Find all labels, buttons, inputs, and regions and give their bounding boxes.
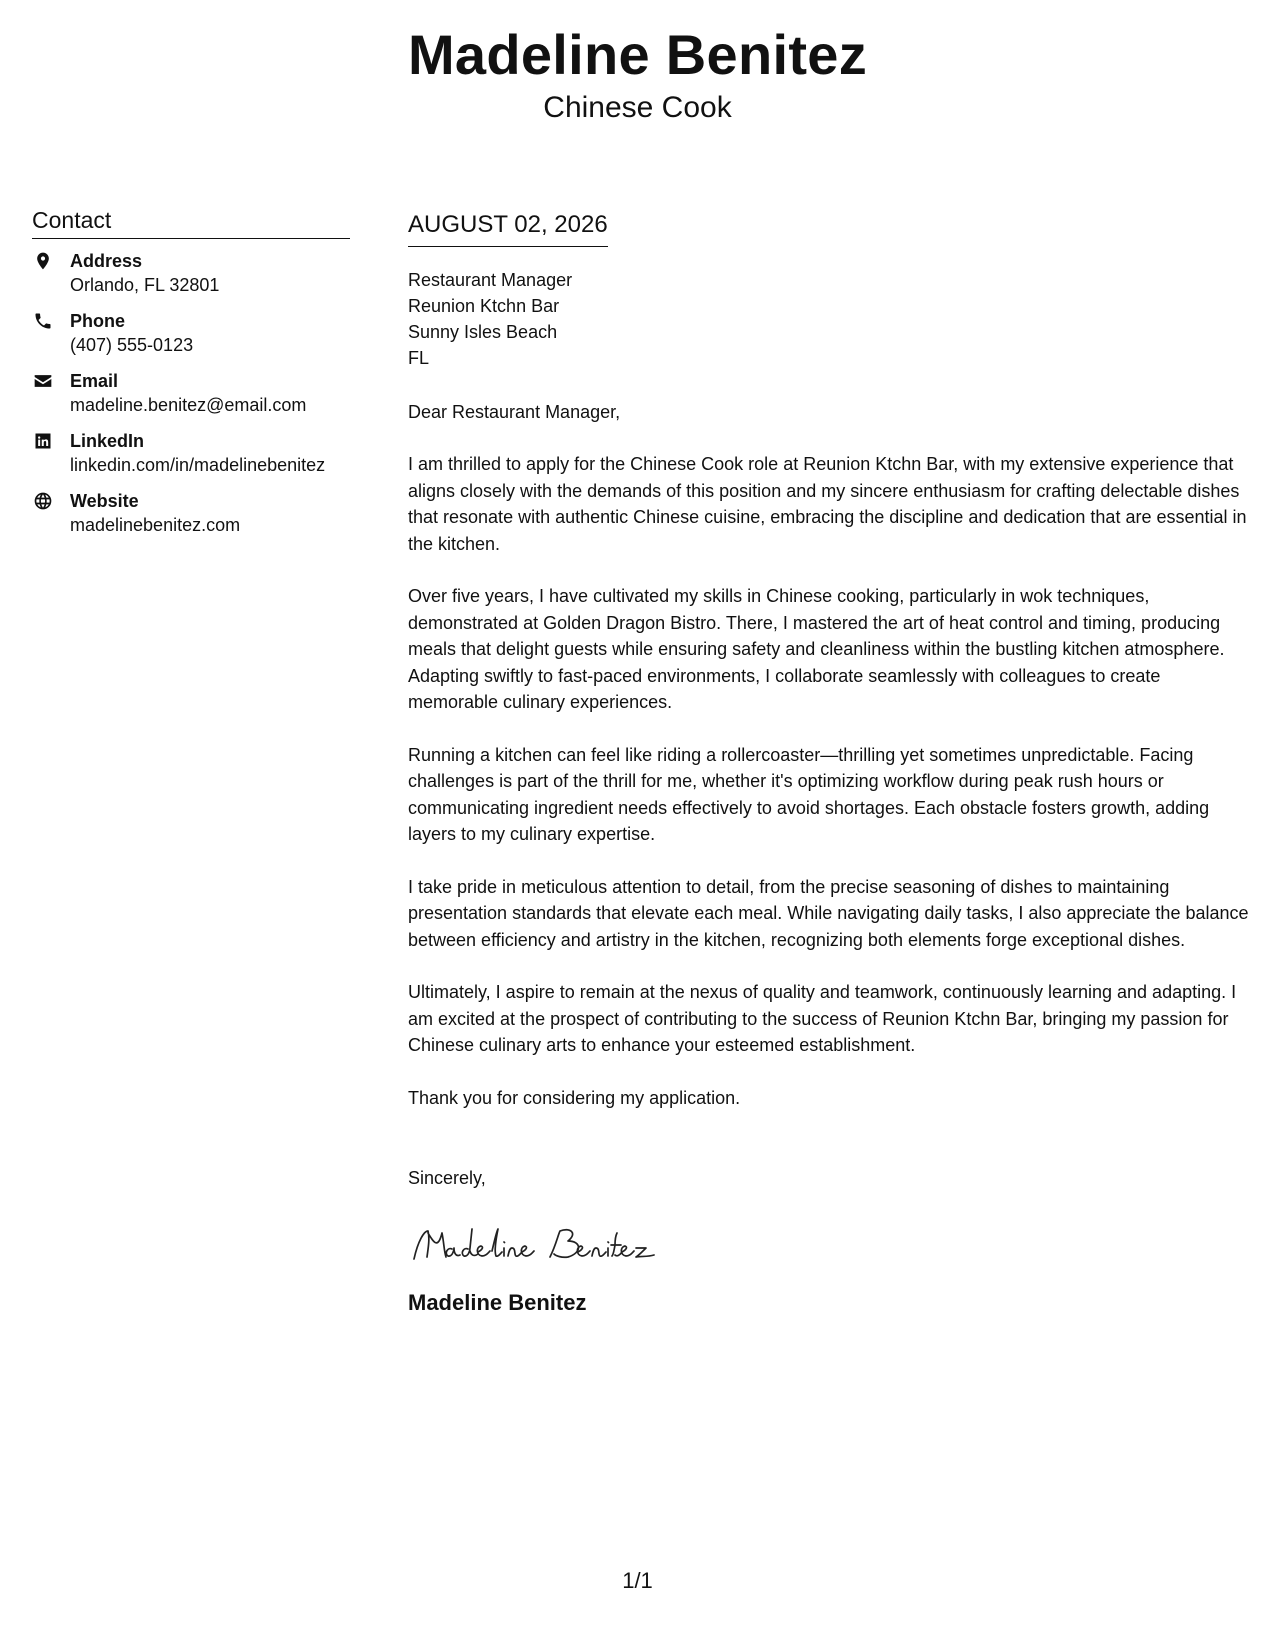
letter-body: [408, 210, 1253, 1317]
applicant-name: Madeline Benitez: [407, 23, 868, 86]
email-value[interactable]: madeline.benitez@email.com: [70, 395, 307, 415]
recipient-city: Sunny Isles Beach: [408, 322, 558, 342]
body-paragraph: I take pride in meticulous attention to detail, from the precise seasoning of dishes to maintaining presentation standards that elevate each meal. While navigating daily tasks, I also appreciate the balance between efficiency and artistry in the kitchen, recognizing both elements forge exceptional dishes.: [408, 876, 1249, 950]
body-paragraph: I am thrilled to apply for the Chinese Cook role at Reunion Ktchn Bar, with my extensive experience that aligns closely with the demands of this position and my sincere enthusiasm for crafting delectable dishes that resonate with authentic Chinese cuisine, embracing the discipline and dedication that are essential in the kitchen.: [408, 454, 1247, 554]
globe-icon: [32, 490, 54, 512]
body-paragraph: Thank you for considering my application.: [408, 1087, 741, 1108]
recipient-state: FL: [408, 348, 430, 368]
signer-name: Madeline Benitez: [408, 1290, 587, 1315]
salutation: Dear Restaurant Manager,: [408, 402, 621, 422]
handwritten-signature: [408, 1221, 1253, 1271]
contact-label: Email: [70, 371, 119, 391]
contact-label: Phone: [70, 311, 126, 331]
contact-item-email: [32, 369, 350, 417]
recipient-company: Reunion Ktchn Bar: [408, 296, 560, 316]
closing: Sincerely,: [408, 1168, 486, 1188]
contact-label: LinkedIn: [70, 431, 145, 451]
recipient-block: [408, 267, 1253, 371]
website-value[interactable]: madelinebenitez.com: [70, 515, 241, 535]
page-number: 1/1: [622, 1568, 653, 1593]
body-paragraph: Over five years, I have cultivated my skills in Chinese cooking, particularly in wok techniques, demonstrated at Golden Dragon Bistro. There, I mastered the art of heat control and timing, producing meals that delight guests while ensuring safety and cleanliness within the bustling kitchen atmosphere. Adapting swiftly to fast-paced environments, I collaborate seamlessly with colleagues to create memorable culinary experiences.: [408, 586, 1225, 712]
job-title: Chinese Cook: [543, 91, 732, 124]
recipient-title: Restaurant Manager: [408, 270, 573, 290]
contact-sidebar: [32, 206, 350, 549]
map-pin-icon: [32, 250, 54, 272]
address-value: Orlando, FL 32801: [70, 275, 220, 295]
contact-item-linkedin: [32, 429, 350, 477]
linkedin-icon: [32, 430, 54, 452]
contact-item-website: [32, 489, 350, 537]
contact-item-address: [32, 249, 350, 297]
contact-heading: Contact: [32, 206, 350, 239]
letter-header: [0, 22, 1275, 126]
contact-list: [32, 249, 350, 537]
linkedin-value[interactable]: linkedin.com/in/madelinebenitez: [70, 455, 326, 475]
letter-date: AUGUST 02, 2026: [408, 210, 608, 247]
contact-label: Website: [70, 491, 139, 511]
body-paragraph: Ultimately, I aspire to remain at the nexus of quality and teamwork, continuously learning and adapting. I am excited at the prospect of contributing to the success of Reunion Ktchn Bar, bringing my passion for Chinese culinary arts to enhance your esteemed establishment.: [408, 982, 1237, 1055]
contact-label: Address: [70, 251, 143, 271]
phone-icon: [32, 310, 54, 332]
phone-value: (407) 555-0123: [70, 335, 194, 355]
envelope-icon: [32, 370, 54, 392]
body-paragraph: Running a kitchen can feel like riding a rollercoaster—thrilling yet sometimes unpredictable. Facing challenges is part of the thrill for me, whether it's optimizing workflow during peak rush hours or communicating ingredient needs effectively to avoid shortages. Each obstacle fosters growth, adding layers to my culinary expertise.: [408, 744, 1210, 844]
contact-item-phone: [32, 309, 350, 357]
